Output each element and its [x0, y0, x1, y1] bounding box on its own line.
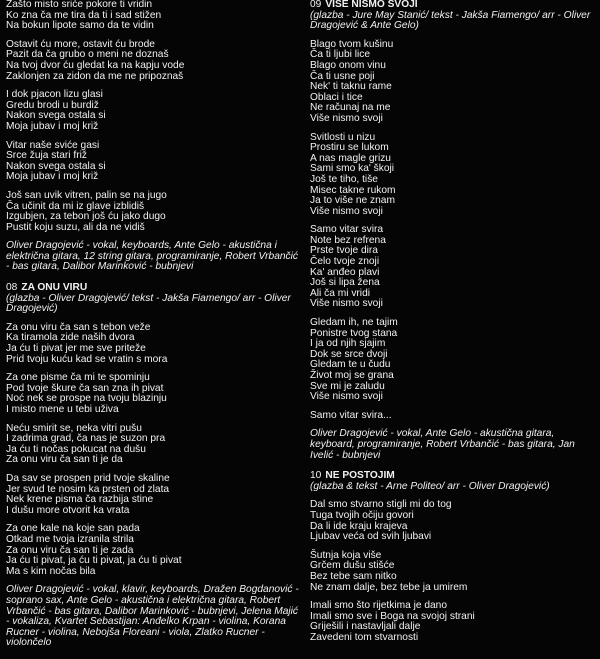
stanza — [310, 318, 594, 403]
lyric-line: Note bez refrena — [310, 234, 386, 246]
lyric-line: Prostiru se lukom — [310, 142, 389, 154]
lyric-line: Prid tvoju kuću kad se vratin s mora — [6, 353, 168, 365]
lyric-line: Gledam te u čudu — [310, 359, 391, 371]
song-credits-09: (glazba - Jure May Stanić/ tekst - Jakša Fiamengo/ arr - Oliver Dragojević & Ante Gelo) — [310, 9, 591, 32]
lyric-line: Ča učinit da mi iz glave izblidiš — [6, 200, 145, 212]
lyric-line: Ja ću ti pivat jer me sve priteže — [6, 343, 146, 355]
song-credits-08: (glazba - Oliver Dragojević/ tekst - Jakša Fiamengo/ arr - Oliver Dragojević) — [6, 292, 291, 315]
lyric-line: Za one pisme ča mi te spominju — [6, 372, 150, 384]
lyric-line: Za onu viru ča san ti je da — [6, 454, 123, 466]
lyric-line: Zaklonjen za zidon da me ne pripoznaš — [6, 70, 184, 82]
right-column — [310, 0, 594, 651]
lyric-line: Griješili i nastavljali dalje — [310, 621, 421, 633]
stanza — [6, 373, 302, 415]
lyric-line: Blago tvom kušinu — [310, 38, 394, 50]
lyric-line: Samo vitar svira... — [310, 409, 392, 421]
lyric-line: I zadrima grad, ča nas je suzon pra — [6, 433, 166, 445]
lyric-line: Za one kale na koje san pada — [6, 523, 140, 535]
lyric-line: Ja ću ti pivat, ja ću ti pivat, ja ću ti pivat — [6, 555, 182, 567]
lyric-line: Da sav se prospen prid tvoje skaline — [6, 472, 170, 484]
stanza — [6, 40, 302, 82]
song-title: VIŠE NISMO SVOJI — [325, 0, 418, 10]
stanza — [6, 191, 302, 233]
song-title: ZA ONU VIRU — [21, 282, 88, 294]
lyric-line: Ne računaj na me — [310, 102, 391, 114]
lyric-line: Svitlosti u nizu — [310, 131, 376, 143]
lyric-line: Ljubav veća od svih ljubavi — [310, 531, 432, 543]
lyric-line: Ča ti usne poji — [310, 70, 375, 82]
lyric-line: Zašto misto sriće pokore ti vridin — [6, 0, 153, 10]
lyric-line: Moja jubav i moj križ — [6, 171, 99, 183]
lyric-line: Neću smirit se, neka vitri pušu — [6, 422, 142, 434]
lyric-line: Blago onom vinu — [310, 59, 386, 71]
lyric-line: Bez tebe sam nitko — [310, 570, 397, 582]
stanza — [310, 601, 594, 643]
lyric-line: Ka tiramola zide naših dvora — [6, 332, 135, 344]
lyric-line: Više nismo svoji — [310, 205, 383, 217]
lyric-line: Pazit da ča grubo o meni ne doznaš — [6, 49, 169, 61]
lyric-line: Gledam ih, ne tajim — [310, 317, 398, 329]
lyric-line: Dok se srce dvoji — [310, 348, 388, 360]
lyric-line: Otkad me tvoja izranila strila — [6, 533, 134, 545]
lyric-line: Dal smo stvarno stigli mi do tog — [310, 499, 452, 511]
song-number: 08 — [6, 282, 18, 294]
stanza — [6, 0, 302, 32]
lyric-line: Pod tvoje škure ča san zna ih pivat — [6, 382, 164, 394]
lyric-line: Još si lipa žena — [310, 277, 380, 289]
lyric-line: Nek krene pisma ča razbija stine — [6, 494, 154, 506]
lyric-line: Zavedeni tom stvarnosti — [310, 631, 419, 643]
song-performers-08 — [6, 585, 302, 649]
lyric-line: Imali smo sve i Boga na svojoj strani — [310, 610, 475, 622]
lyric-line: Nakon svega ostala si — [6, 110, 106, 122]
lyric-line: Misec takne rukom — [310, 184, 396, 196]
song-title: NE POSTOJIM — [325, 470, 395, 482]
intro-credits — [6, 241, 302, 273]
song-credits-10: (glazba & tekst - Arne Politeo/ arr - Oliver Dragojević) — [310, 480, 550, 492]
lyric-line: Vitar naše sviće gasi — [6, 139, 100, 151]
intro-credits-text: Oliver Dragojević - vokal, keyboards, Ante Gelo - akustična i električna gitara, 12 string gitara, programiranje, Robert Vrbančić - bas gitara, Dalibor Marinković - bubnjevi — [6, 240, 298, 273]
lyric-line: I misto mene u tebi uživa — [6, 404, 119, 415]
lyric-line: Šutnja koja više — [310, 549, 382, 561]
lyric-line: Za onu viru ča san s tebon veže — [6, 321, 151, 333]
lyric-line: Više nismo svoji — [310, 298, 383, 310]
lyric-line: Prste tvoje dira — [310, 245, 378, 257]
stanza — [6, 141, 302, 183]
stanza — [310, 411, 594, 422]
lyric-line: Nek' ti taknu rame — [310, 81, 392, 93]
lyric-line: Život moj se grana — [310, 370, 394, 381]
lyric-line: Nakon svega ostala si — [6, 160, 106, 172]
stanza — [6, 323, 302, 365]
lyric-line: Čelo tvoje znoji — [310, 256, 380, 268]
lyric-line: Ka' anđeo plavi — [310, 266, 380, 278]
lyric-line: Ali ča mi vridi — [310, 287, 371, 299]
song-number: 10 — [310, 470, 322, 482]
lyric-line: Ponistre tvog stana — [310, 327, 398, 339]
lyric-line: Ja to više ne znam — [310, 195, 395, 207]
lyric-line: Ja ću ti nočas pokucat na dušu — [6, 443, 146, 455]
lyric-line: Sami smo ka' škoji — [310, 163, 395, 175]
lyric-line: Da li ide kraju krajeva — [310, 520, 408, 532]
lyric-line: Ma s kim nočas bila — [6, 565, 96, 577]
song-performers-text: Oliver Dragojević - vokal, klavir, keyboards, Dražen Bogdanović - soprano sax, Ante Gelo - akustična i električna gitara, Robert Vrbančić - bas gitara, Dalibor Marinković - bubnjevi, Jelena Majić - vokaliza, Kvartet Sebastijan: Anđelko Krpan - violina, Korana Rucner - violina, Nebojša Floreani - viola, Zlatko Rucner - violončelo — [6, 584, 299, 649]
song-number: 09 — [310, 0, 322, 10]
stanza — [6, 90, 302, 132]
lyric-line: Imali smo što rijetkima je dano — [310, 600, 448, 612]
lyric-line: Tuga tvojih očiju govori — [310, 509, 414, 521]
stanza — [310, 551, 594, 593]
lyric-line: I ja od njih sjajim — [310, 338, 386, 350]
song-performers-text: Oliver Dragojević - vokal, Ante Gelo - akustična gitara, keyboard, programiranje, Robert Vrbančić - bas gitara, Jan Ivelić - bubnjevi — [310, 428, 575, 461]
stanza — [310, 40, 594, 125]
lyric-line: Grčem dušu stišće — [310, 560, 395, 572]
lyric-line: Jer svud te nosim ka prsten od zlata — [6, 483, 170, 495]
stanza — [6, 424, 302, 466]
song-lyrics-09 — [310, 40, 594, 422]
song-performers-09 — [310, 429, 594, 461]
lyric-line: Više nismo svoji — [310, 391, 383, 403]
lyric-line: Na tvoj dvor ću gledat ka na kapju vode — [6, 59, 185, 71]
song-lyrics-10 — [310, 500, 594, 643]
lyric-line: Srce žuja stari friž — [6, 150, 87, 162]
stanza — [6, 524, 302, 577]
lyric-line: Još te tiho, tiše — [310, 173, 378, 185]
lyric-line: Na bokun lipote samo da te vidin — [6, 20, 154, 32]
lyric-line: Noć nek se prospe na tvoju blazinju — [6, 393, 167, 405]
lyric-line: Ko zna ča me tira da ti i sad stižen — [6, 9, 162, 21]
stanza — [310, 500, 594, 542]
lyric-line: Ostavit ću more, ostavit ću brode — [6, 38, 155, 50]
lyric-line: Ne znam dalje, bez tebe ja umirem — [310, 581, 468, 593]
stanza — [6, 474, 302, 516]
lyric-line: Gredu brodi u burdiž — [6, 99, 99, 111]
lyric-line: Oblaci i tice — [310, 91, 363, 103]
intro-lyrics — [6, 0, 302, 233]
lyric-line: Sve mi je zaludu — [310, 380, 385, 392]
stanza — [310, 225, 594, 310]
lyric-line: Moja jubav i moj križ — [6, 120, 99, 132]
song-header-09 — [310, 0, 594, 11]
lyric-line: A nas magle grizu — [310, 152, 391, 164]
lyric-line: Još san uvik vitren, palin se na jugo — [6, 189, 167, 201]
lyric-line: Izgubjen, za tebon još ću jako dugo — [6, 211, 166, 223]
lyric-line: Više nismo svoji — [310, 112, 383, 124]
lyric-line: Pustit koju suzu, ali da ne vidiš — [6, 221, 145, 233]
stanza — [310, 133, 594, 218]
lyric-line: I dušu more otvorit ka vrata — [6, 504, 130, 516]
lyric-line: I dok pjacon lizu glasi — [6, 89, 103, 101]
lyric-line: Za onu viru ča san ti je zada — [6, 544, 134, 556]
lyric-line: Ča ti ljubi lice — [310, 49, 371, 61]
song-lyrics-08 — [6, 323, 302, 577]
left-column — [6, 0, 302, 659]
lyric-line: Samo vitar svira — [310, 224, 384, 236]
